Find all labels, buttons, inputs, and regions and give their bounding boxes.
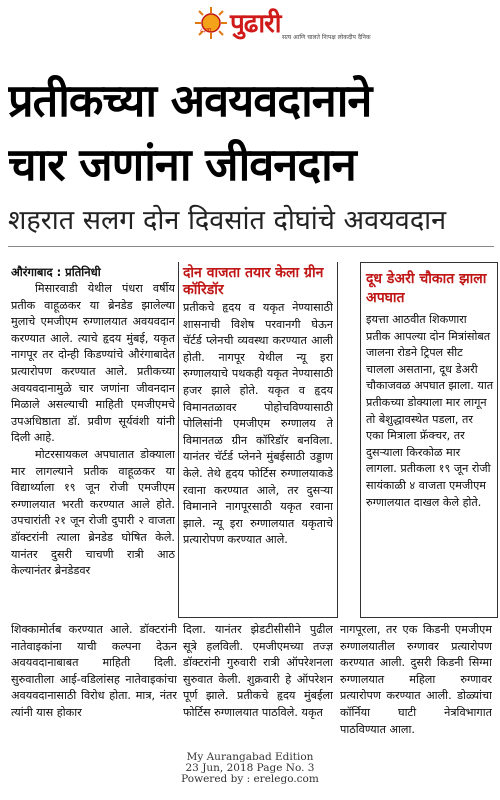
article-paragraph: मोटरसायकल अपघातात डोक्याला मार लागल्याने प्रतीक वाहूळकर या विद्यार्थ्याला १९ जून रोजी एमजीएम रुग्णालयात भरती करण्यात आले होते. उपचारांती २१ जून रोजी दुपारी २ वाजता डॉक्टरांनी त्याला ब्रेनडेड घोषित केले. यानंतर दुसरी चाचणी रात्री आठ केल्यानंतर ब्रेनडेडवर (11, 447, 175, 578)
footer-edition: My Aurangabad Edition (186, 751, 314, 763)
newspaper-logo: पुढारी (230, 9, 281, 39)
article-column-1 (11, 281, 175, 621)
masthead (0, 0, 500, 72)
footer-date-page: 23 Jun, 2018 Page No. 3 (185, 762, 315, 774)
logo-edition-mark: ८३वा (200, 27, 212, 34)
box-border-left (360, 262, 361, 618)
byline: औरंगाबाद : प्रतिनिधी (11, 265, 101, 279)
article-column-1-continued: शिक्कामोर्तब करण्यात आले. डॉक्टरांनी नातेवाइकांना याची कल्पना देऊन अवयवदानाबाबत माहिती दिली. सुरुवातीला आई-वडिलांसह नातेवाइकांचा अवयवदानासाठी विरोध होता. मात्र, नंतर त्यांनी यास होकार (11, 623, 177, 719)
sidebar-heading-green-corridor: दोन वाजता तयार केला ग्रीन कॉरिडॉर (183, 265, 324, 298)
sidebar-heading-accident: दूध डेअरी चौकात झाला अपघात (366, 271, 487, 306)
newspaper-tagline: सत्य आणि चालते निःपक्ष लोकदीप दैनिक (282, 34, 371, 41)
box-border-bottom (178, 617, 338, 618)
sun-logo-icon (194, 6, 228, 40)
box-border-left (178, 262, 179, 618)
article-column-2-continued: दिला. यानंतर झेडटीसीसीने पुढील सूत्रे हलविली. एमजीएमच्या तज्ज्ञ डॉक्टरांनी गुरुवारी रात्री ऑपरेशनला सुरुवात केली. शुक्रवारी हे ऑपरेशन पूर्ण झाले. प्रतीकचे हृदय मुंबईला फोर्टिस रुग्णालयात पाठविले. यकृत (183, 623, 333, 719)
box-border-right (497, 262, 498, 618)
subheadline: शहरात सलग दोन दिवसांत दोघांचे अवयवदान (8, 205, 447, 236)
edition-footer (0, 752, 500, 785)
sidebar-text-accident: इयत्ता आठवीत शिकणारा प्रतीक आपल्या दोन मित्रांसोबत जालना रोडने ट्रिपल सीट चालला असताना, दूध डेअरी चौकाजवळ अपघात झाला. यात प्रतीकच्या डोक्याला मार लागून तो बेशुद्धावस्थेत पडला, तर एका मित्राला फ्रॅक्चर, तर दुसऱ्याला किरकोळ मार लागला. प्रतीकला १९ जून रोजी सायंकाळी ४ वाजता एमजीएम रुग्णालयात दाखल केले होते. (366, 313, 494, 509)
divider (8, 246, 494, 247)
article-column-3-continued: नागपूरला, तर एक किडनी एमजीएम रुग्णालयातील रुग्णावर प्रत्यारोपण करण्यात आली. दुसरी किडनी सिग्मा रुग्णालयात महिला रुग्णावर प्रत्यारोपण करण्यात आली. डोळ्यांचा कॉर्निया घाटी नेत्रविभागात पाठविण्यात आला. (340, 623, 492, 736)
headline-line-2: चार जणांना जीवनदान (8, 138, 356, 191)
box-border-right (337, 262, 338, 618)
box-border-bottom (360, 617, 498, 618)
sidebar-text-green-corridor: प्रतीकचे हृदय व यकृत नेण्यासाठी शासनाची विशेष परवानगी घेऊन चॅर्टर्ड प्लेनची व्यवस्था करण्यात आली होती. नागपूर येथील न्यू इरा रुग्णालयाचे पथकही यकृत नेण्यासाठी हजर झाले होते. यकृत व हृदय विमानतळावर पोहोचविण्यासाठी पोलिसांनी एमजीएम रुग्णालय ते विमानतळ ग्रीन कॉरिडॉर बनविला. यानंतर चॅर्टर्ड प्लेनने मुंबईसाठी उड्डाण केले. तेथे हृदय फोर्टिस रुग्णालयाकडे रवाना करण्यात आले, तर दुसऱ्या विमानाने नागपूरसाठी यकृत रवाना झाले. न्यू इरा रुग्णालयात यकृताचे प्रत्यारोपण करण्यात आले. (183, 301, 333, 547)
headline-line-1: प्रतीकच्या अवयवदानाने (8, 74, 372, 127)
footer-powered-by[interactable]: Powered by : erelego.com (181, 773, 319, 785)
article-paragraph: मिसारवाडी येथील पंधरा वर्षीय प्रतीक वाहूळकर या ब्रेनडेड झालेल्या मुलाचे एमजीएम रुग्णालयात अवयवदान करण्यात आले. त्याचे हृदय मुंबई, यकृत नागपूर तर दोन्ही किडण्यांचे औरंगाबादेत प्रत्यारोपण करण्यात आले. प्रतीकच्या अवयवदानामुळे चार जणांना जीवनदान मिळाले असल्याची माहिती एमजीएमचे उपअधिष्ठाता डॉ. प्रवीण सूर्यवंशी यांनी दिली आहे. (11, 282, 175, 445)
box-border-top (360, 262, 498, 263)
